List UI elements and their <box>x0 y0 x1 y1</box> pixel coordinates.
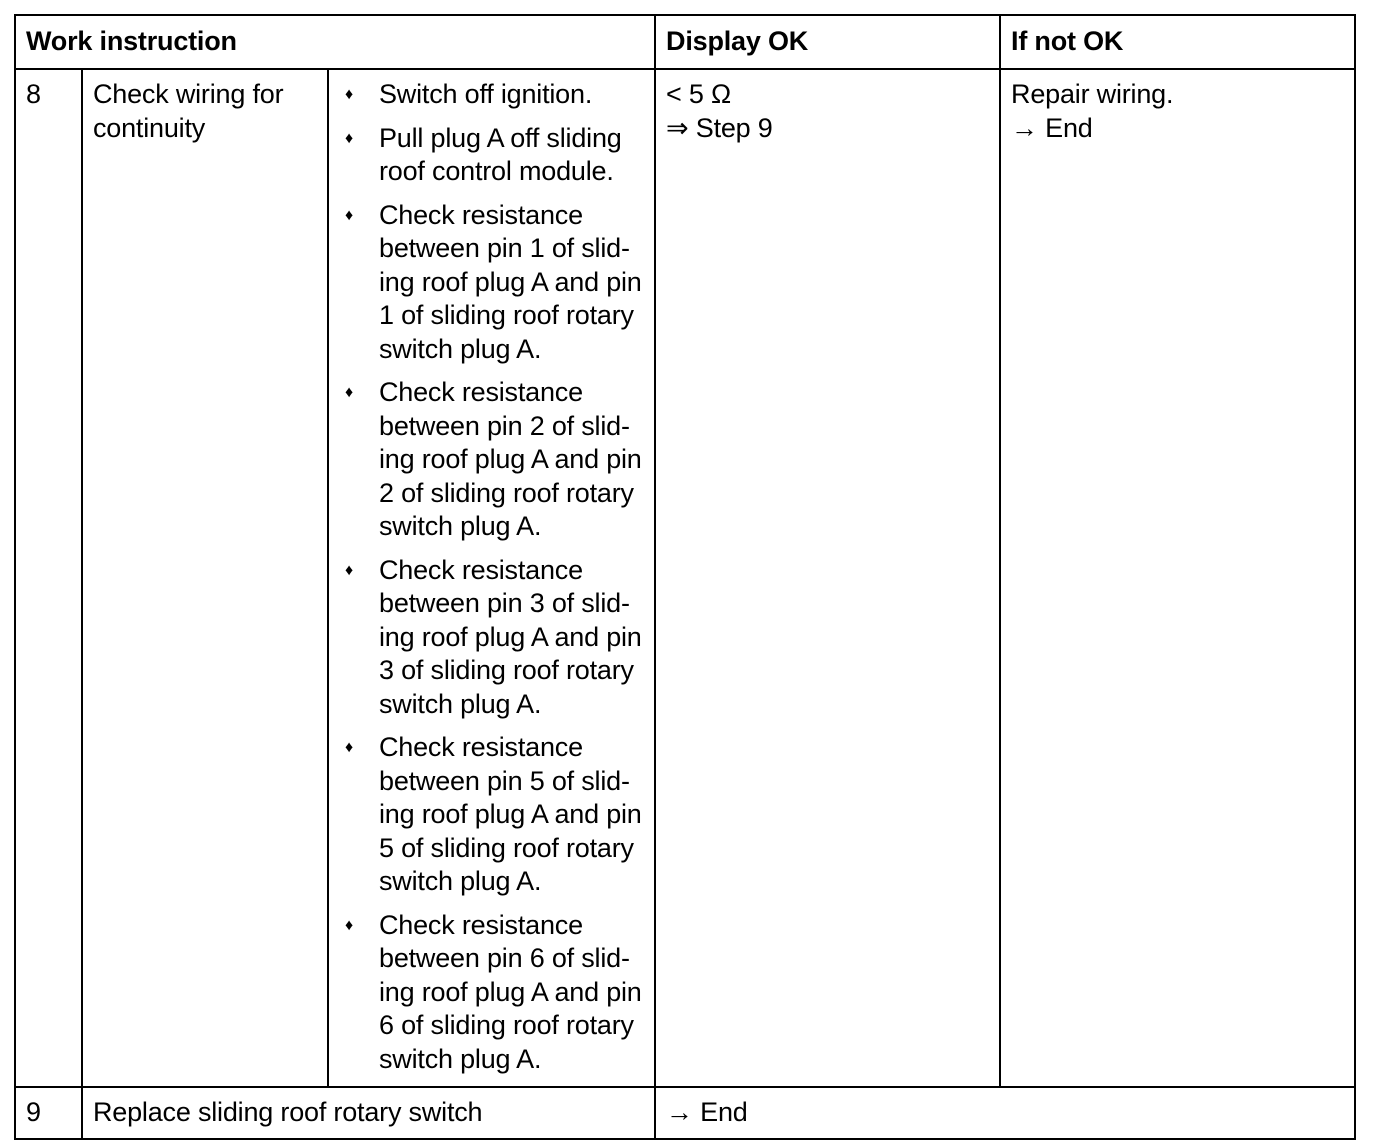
step-number: 9 <box>15 1087 82 1139</box>
if-not-ok-action: Repair wiring. <box>1011 79 1174 109</box>
instruction-text: Check resistance between pin 6 of slid-ing roof plug A and pin 6 of sliding roof rotary switch plug A. <box>379 909 642 1074</box>
display-ok-value: < 5 Ω <box>666 79 732 109</box>
display-ok-next-step: ⇒ Step 9 <box>666 112 773 143</box>
instruction-list <box>339 78 644 1076</box>
display-ok-cell <box>655 69 1000 1087</box>
table-row <box>15 1087 1355 1139</box>
list-item <box>339 199 644 367</box>
work-instruction-table <box>14 14 1356 1140</box>
instruction-text: Switch off ignition. <box>379 79 593 109</box>
instruction-text: Check resistance between pin 5 of slid-ing roof plug A and pin 5 of sliding roof rotary switch plug A. <box>379 732 642 896</box>
diamond-bullet-icon: ♦ <box>345 129 353 147</box>
diamond-bullet-icon: ♦ <box>345 384 353 401</box>
list-item <box>339 731 644 899</box>
step-number: 8 <box>15 69 82 1087</box>
header-row <box>15 15 1355 69</box>
header-display-ok: Display OK <box>655 15 1000 69</box>
diamond-bullet-icon: ♦ <box>345 561 353 579</box>
task-description: Replace sliding roof rotary switch <box>82 1087 655 1139</box>
display-ok-cell: → End <box>655 1087 1355 1139</box>
list-item <box>339 78 644 112</box>
diamond-bullet-icon: ♦ <box>345 739 353 756</box>
diamond-bullet-icon: ♦ <box>345 86 353 103</box>
diamond-bullet-icon: ♦ <box>345 206 353 224</box>
list-item <box>339 122 644 189</box>
header-if-not-ok: If not OK <box>1000 15 1355 69</box>
instruction-text: Check resistance between pin 2 of slid-ing roof plug A and pin 2 of sliding roof rotary switch plug A. <box>379 377 642 541</box>
table-row <box>15 69 1355 1087</box>
list-item <box>339 376 644 544</box>
instruction-text: Check resistance between pin 1 of slid-ing roof plug A and pin 1 of sliding roof rotary switch plug A. <box>379 199 642 364</box>
task-description: Check wiring for continuity <box>82 69 328 1087</box>
list-item <box>339 554 644 722</box>
instruction-text: Pull plug A off sliding roof control module. <box>379 122 622 186</box>
list-item <box>339 909 644 1077</box>
instruction-text: Check resistance between pin 3 of slid-ing roof plug A and pin 3 of sliding roof rotary switch plug A. <box>379 554 642 719</box>
header-work-instruction: Work instruction <box>15 15 655 69</box>
if-not-ok-cell <box>1000 69 1355 1087</box>
diamond-bullet-icon: ♦ <box>345 916 353 934</box>
if-not-ok-next: → End <box>1011 112 1093 143</box>
instruction-steps <box>328 69 655 1087</box>
